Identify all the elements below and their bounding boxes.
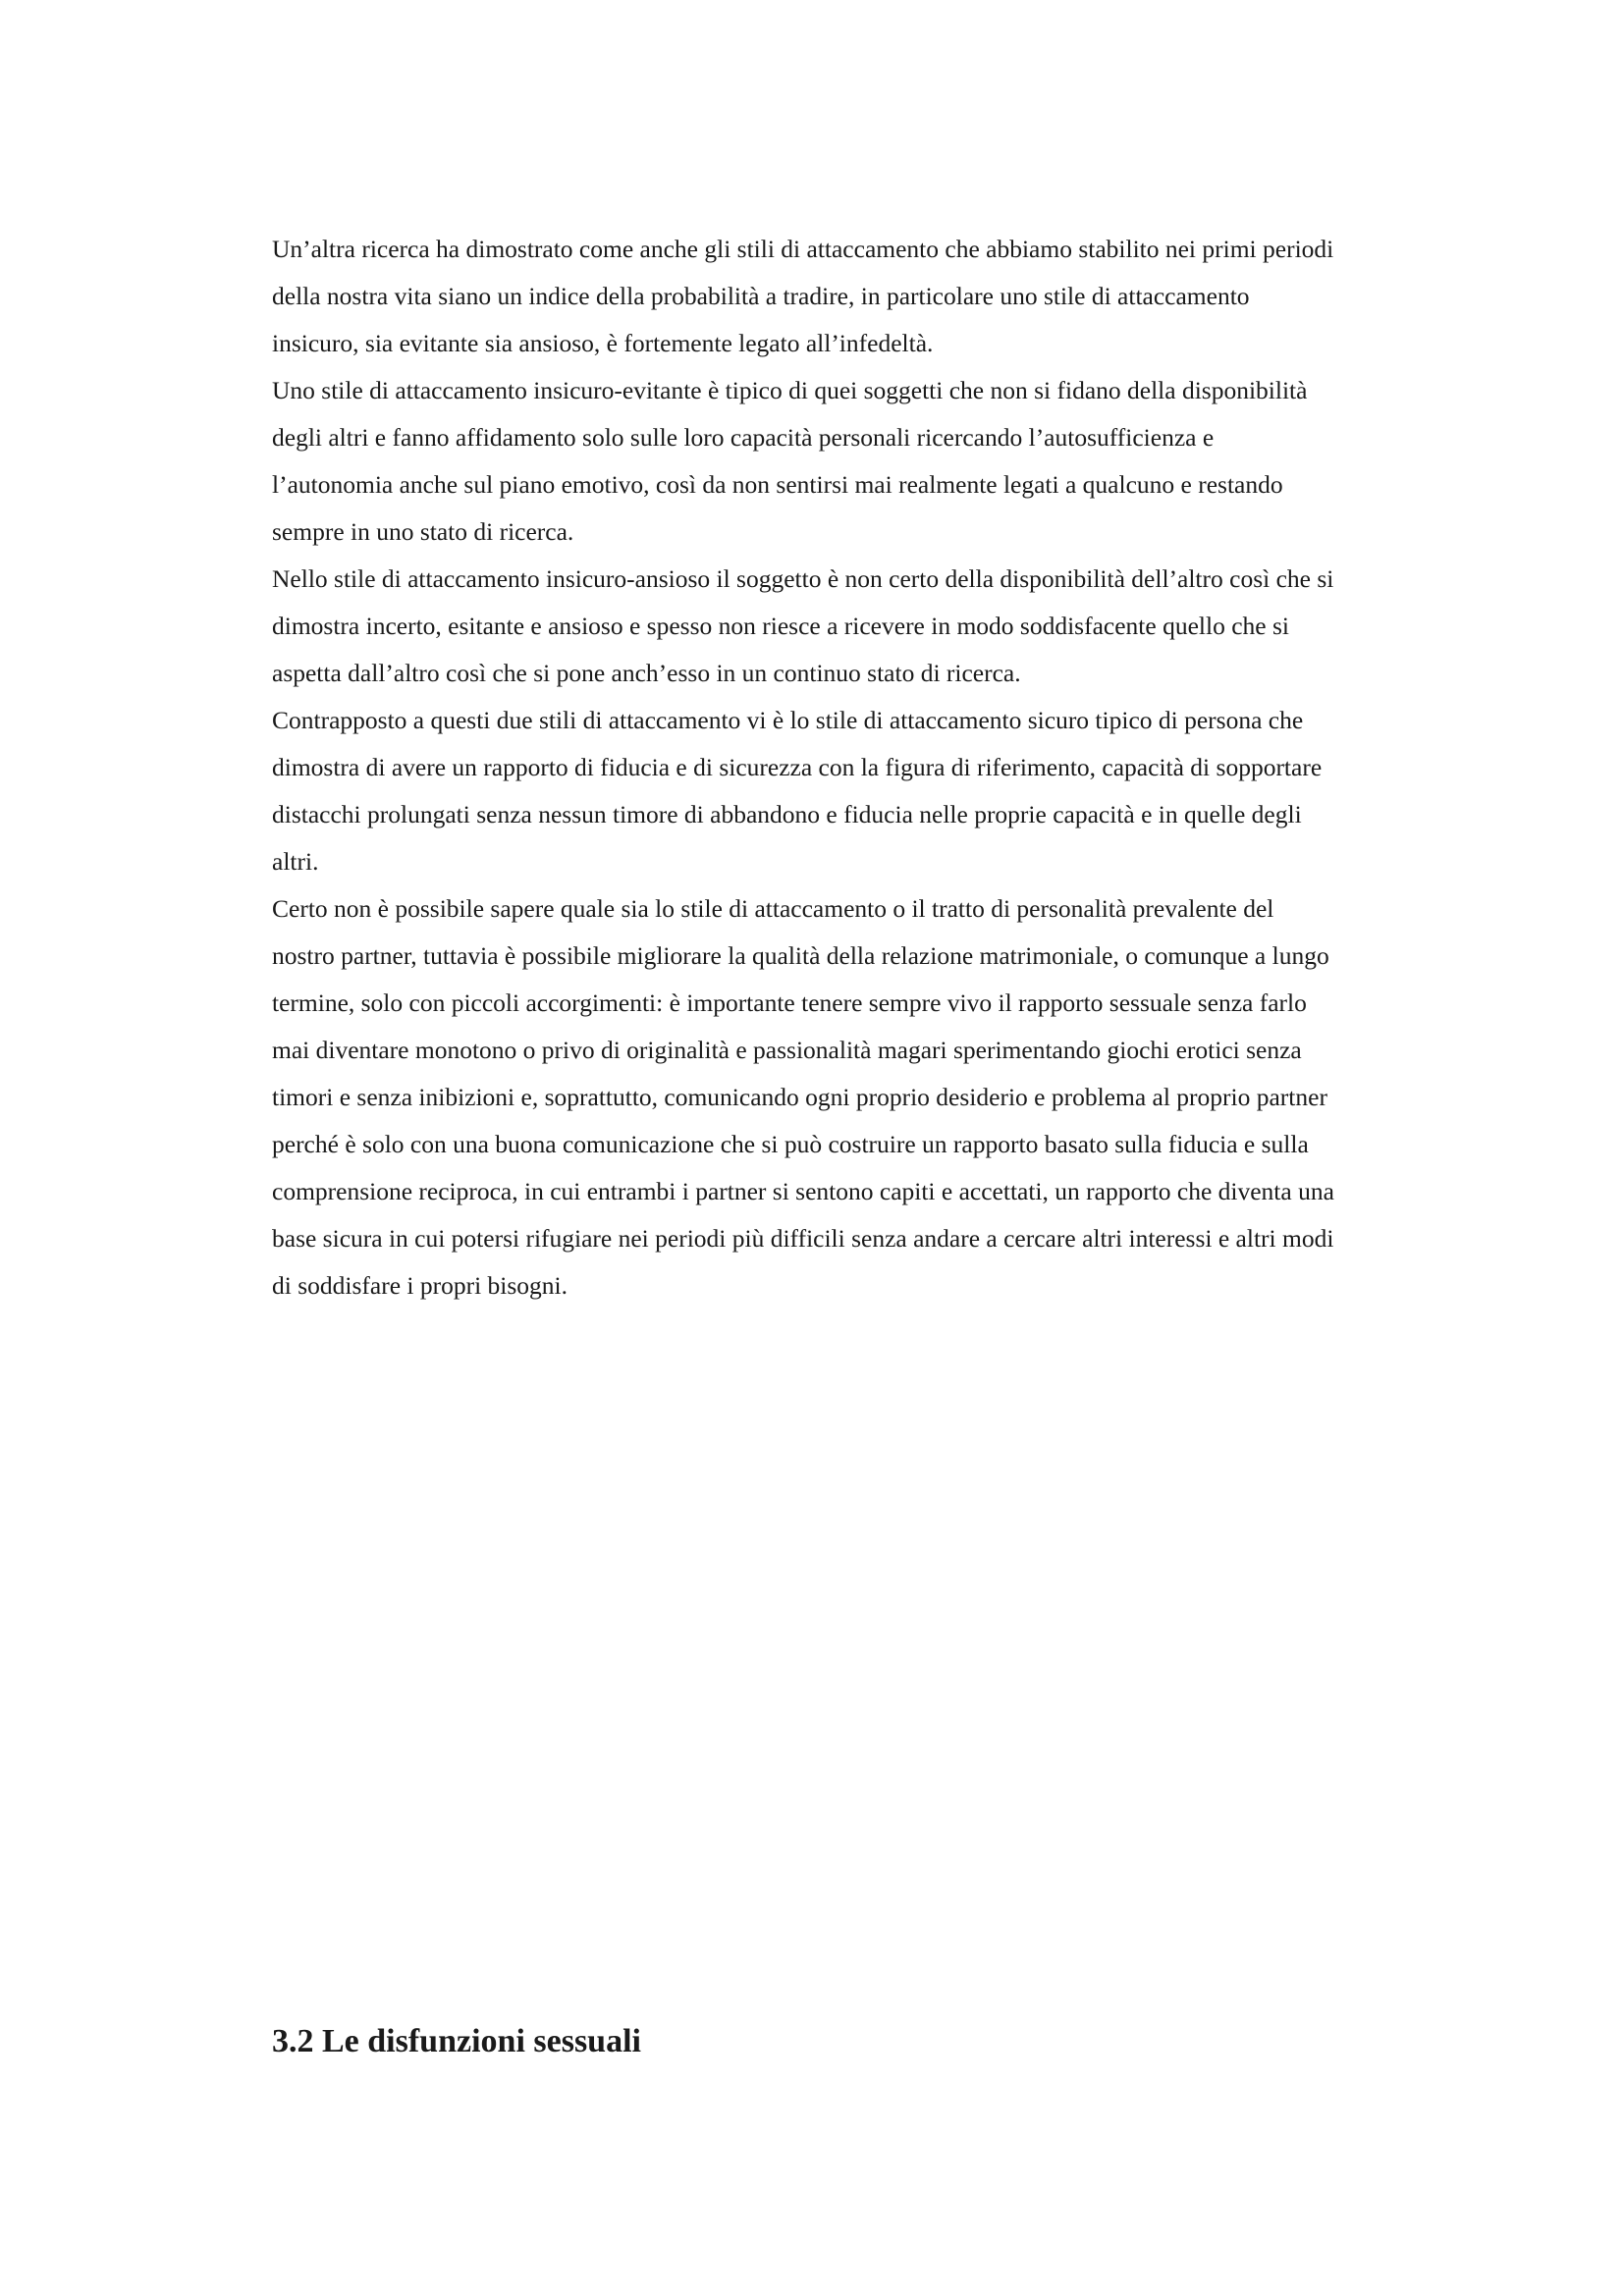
text-line: timori e senza inibizioni e, soprattutto, comunicando ogni proprio desiderio e problema al proprio partner bbox=[272, 1083, 1327, 1111]
text-line: aspetta dall’altro così che si pone anch’esso in un continuo stato di ricerca. bbox=[272, 659, 1021, 687]
text-line: termine, solo con piccoli accorgimenti: è importante tenere sempre vivo il rapporto sessuale senza farlo bbox=[272, 988, 1307, 1017]
text-line: dimostra di avere un rapporto di fiducia e di sicurezza con la figura di riferimento, capacità di sopportare bbox=[272, 753, 1323, 781]
text-line: Un’altra ricerca ha dimostrato come anche gli stili di attaccamento che abbiamo stabilito nei primi periodi bbox=[272, 235, 1334, 263]
text-line: della nostra vita siano un indice della probabilità a tradire, in particolare uno stile di attaccamento bbox=[272, 282, 1250, 310]
body-text bbox=[272, 226, 1450, 1309]
text-line: nostro partner, tuttavia è possibile migliorare la qualità della relazione matrimoniale, o comunque a lungo bbox=[272, 941, 1329, 970]
text-line: l’autonomia anche sul piano emotivo, così da non sentirsi mai realmente legati a qualcuno e restando bbox=[272, 470, 1283, 499]
text-line: Certo non è possibile sapere quale sia lo stile di attaccamento o il tratto di personalità prevalente del bbox=[272, 894, 1274, 923]
text-line: distacchi prolungati senza nessun timore di abbandono e fiducia nelle proprie capacità e in quelle degli bbox=[272, 800, 1302, 828]
text-line: mai diventare monotono o privo di originalità e passionalità magari sperimentando giochi erotici senza bbox=[272, 1036, 1302, 1064]
text-line: comprensione reciproca, in cui entrambi i partner si sentono capiti e accettati, un rapporto che diventa una bbox=[272, 1177, 1334, 1205]
text-line: Uno stile di attaccamento insicuro-evitante è tipico di quei soggetti che non si fidano della disponibilità bbox=[272, 376, 1308, 404]
text-line: degli altri e fanno affidamento solo sulle loro capacità personali ricercando l’autosufficienza e bbox=[272, 423, 1215, 452]
text-line: Nello stile di attaccamento insicuro-ansioso il soggetto è non certo della disponibilità dell’altro così che si bbox=[272, 564, 1334, 593]
text-line: perché è solo con una buona comunicazione che si può costruire un rapporto basato sulla fiducia e sulla bbox=[272, 1130, 1309, 1158]
text-line: altri. bbox=[272, 847, 319, 876]
text-line: sempre in uno stato di ricerca. bbox=[272, 517, 574, 546]
text-line: insicuro, sia evitante sia ansioso, è fortemente legato all’infedeltà. bbox=[272, 329, 934, 357]
section-heading: 3.2 Le disfunzioni sessuali bbox=[272, 2023, 641, 2059]
text-line: Contrapposto a questi due stili di attaccamento vi è lo stile di attaccamento sicuro tipico di persona che bbox=[272, 706, 1304, 734]
text-line: base sicura in cui potersi rifugiare nei periodi più difficili senza andare a cercare altri interessi e altri modi bbox=[272, 1224, 1334, 1253]
text-line: di soddisfare i propri bisogni. bbox=[272, 1271, 568, 1300]
text-line: dimostra incerto, esitante e ansioso e spesso non riesce a ricevere in modo soddisfacente quello che si bbox=[272, 612, 1289, 640]
